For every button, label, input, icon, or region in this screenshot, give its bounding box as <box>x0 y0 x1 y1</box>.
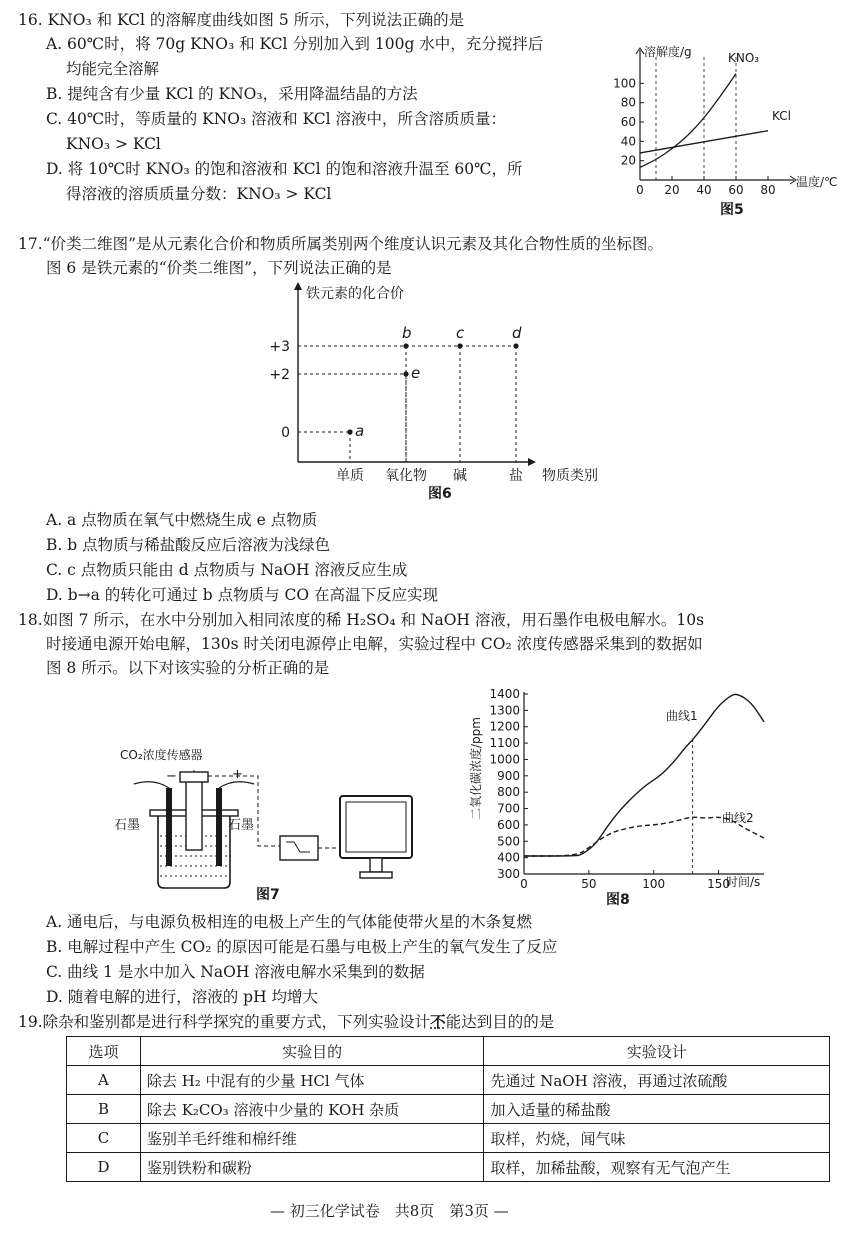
monitor-stand <box>370 858 382 872</box>
fig8-label-curve1: 曲线1 <box>666 709 698 723</box>
fig5-xtick-label: 80 <box>760 183 776 197</box>
fig6-point-e <box>403 371 408 376</box>
fig7-electrode-right-label: 石墨 <box>228 818 255 833</box>
fig8-ytick-label: 400 <box>497 850 520 865</box>
sensor-tube <box>186 780 202 850</box>
q17-stem-line2: 图 6 是铁元素的“价类二维图”，下列说法正确的是 <box>46 259 392 277</box>
fig6-x-arrow <box>528 458 536 466</box>
fig6-ytick-label: +2 <box>269 367 290 383</box>
table-row <box>67 1124 830 1153</box>
q19-stem-emphasis: 不 <box>430 1012 446 1031</box>
fig5-ytick-label: 100 <box>613 76 636 91</box>
page-footer: — 初三化学试卷 共8页 第3页 — <box>270 1202 509 1220</box>
fig6-point-b <box>403 343 408 348</box>
q18-option-d: D. 随着电解的进行，溶液的 pH 均增大 <box>46 988 319 1006</box>
q17-option-d: D. b→a 的转化可通过 b 点物质与 CO 在高温下反应实现 <box>46 586 439 604</box>
row-a-design: 先通过 NaOH 溶液，再通过浓硫酸 <box>484 1066 830 1095</box>
row-b-option: B <box>67 1095 141 1124</box>
q19-table <box>66 1036 830 1182</box>
fig6-category-label: 盐 <box>509 468 523 484</box>
q19-stem-text: 除杂和鉴别都是进行科学探究的重要方式，下列实验设计 <box>42 1013 431 1031</box>
row-d-design: 取样，加稀盐酸，观察有无气泡产生 <box>484 1153 830 1182</box>
fig5-ticks <box>613 76 776 197</box>
fig6-category-label: 单质 <box>336 468 364 484</box>
fig7-electrolysis-apparatus <box>108 770 428 900</box>
fig6-point-label-b: b <box>402 324 412 342</box>
fig6-point-d <box>513 343 518 348</box>
fig8-ytick-label: 1200 <box>489 719 520 734</box>
fig5-kno3-curve <box>640 74 736 168</box>
fig6-points <box>347 324 522 440</box>
fig6-category-label: 氧化物 <box>385 468 427 484</box>
fig8-xtick-label: 0 <box>520 877 528 891</box>
fig8-xtick-label: 50 <box>581 877 597 891</box>
fig8-ytick-label: 800 <box>497 785 520 800</box>
q17-stem-text-1: “价类二维图”是从元素化合价和物质所属类别两个维度认识元素及其化合物性质的坐标图。 <box>42 235 664 253</box>
row-b-purpose: 除去 K₂CO₃ 溶液中少量的 KOH 杂质 <box>140 1095 484 1124</box>
fig6-y-arrow <box>294 282 302 290</box>
fig8-axes <box>524 692 764 874</box>
fig8-ytick-label: 600 <box>497 817 520 832</box>
fig8-ytick-label: 1100 <box>489 736 520 751</box>
q16-option-d-line2: 得溶液的溶质质量分数：KNO₃ > KCl <box>66 185 332 203</box>
row-c-purpose: 鉴别羊毛纤维和棉纤维 <box>140 1124 484 1153</box>
q17-option-c: C. c 点物质只能由 d 点物质与 NaOH 溶液反应生成 <box>46 561 408 579</box>
wire-right <box>219 782 254 788</box>
fig6-ytick-label: 0 <box>281 425 290 441</box>
row-c-design: 取样，灼烧，闻气味 <box>484 1124 830 1153</box>
header-design: 实验设计 <box>484 1037 830 1066</box>
fig6-point-label-e: e <box>411 364 421 382</box>
q16-option-a-line2: 均能完全溶解 <box>66 60 160 78</box>
q18-option-a: A. 通电后，与电源负极相连的电极上产生的气体能使带火星的木条复燃 <box>46 913 533 931</box>
fig6-valence-class-chart <box>250 280 630 505</box>
q16-option-c-line2: KNO₃ > KCl <box>66 135 161 153</box>
row-a-option: A <box>67 1066 141 1095</box>
fig8-ytick-label: 1300 <box>489 703 520 718</box>
fig7-electrode-left-label: 石墨 <box>114 818 141 833</box>
fig5-solubility-chart <box>600 40 850 220</box>
minus-sign: − <box>166 770 177 784</box>
table-header-row <box>67 1037 830 1066</box>
q18-stem-line3: 图 8 所示。以下对该实验的分析正确的是 <box>46 659 330 677</box>
fig8-caption: 图8 <box>606 892 630 908</box>
fig5-ytick-label: 20 <box>620 153 636 168</box>
fig6-caption: 图6 <box>428 486 452 502</box>
q18-stem-line2: 时接通电源开始电解，130s 时关闭电源停止电解，实验过程中 CO₂ 浓度传感器采集到的数据如 <box>46 635 703 653</box>
fig8-label-curve2: 曲线2 <box>722 811 754 825</box>
fig6-xlabel: 物质类别 <box>542 468 598 484</box>
header-purpose: 实验目的 <box>140 1037 484 1066</box>
fig8-ytick-label: 500 <box>497 834 520 849</box>
fig8-xlabel: 时间/s <box>726 875 761 889</box>
left-electrode <box>166 788 172 866</box>
fig5-ylabel: 溶解度/g <box>644 45 692 59</box>
fig6-point-label-a: a <box>355 422 365 440</box>
datalogger <box>280 836 318 860</box>
q16-option-b: B. 提纯含有少量 KCl 的 KNO₃，采用降温结晶的方法 <box>46 85 418 103</box>
q17-stem-line1 <box>18 232 663 256</box>
fig8-ytick-label: 700 <box>497 801 520 816</box>
q16-option-d-line1: D. 将 10℃时 KNO₃ 的饱和溶液和 KCl 的饱和溶液升温至 60℃，所 <box>46 160 523 178</box>
monitor-base <box>360 872 392 878</box>
fig5-guides <box>656 56 736 180</box>
fig5-ytick-label: 80 <box>620 95 636 110</box>
row-d-purpose: 鉴别铁粉和碳粉 <box>140 1153 484 1182</box>
fig6-point-c <box>457 343 462 348</box>
plus-sign: + <box>232 770 243 782</box>
fig5-xtick-label: 0 <box>636 183 644 197</box>
q18-option-c: C. 曲线 1 是水中加入 NaOH 溶液电解水采集到的数据 <box>46 963 425 981</box>
fig8-co2-concentration-chart <box>466 680 796 908</box>
fig7-caption: 图7 <box>256 887 280 903</box>
fig8-ylabel: 二氧化碳浓度/ppm <box>469 717 483 820</box>
fig5-caption: 图5 <box>720 202 744 218</box>
fig6-point-a <box>347 429 352 434</box>
q16-stem <box>18 8 464 32</box>
fig5-ytick-label: 40 <box>620 134 636 149</box>
q16-option-a-line1: A. 60℃时，将 70g KNO₃ 和 KCl 分别加入到 100g 水中，充分搅拌后 <box>46 35 544 53</box>
fig8-ytick-label: 1400 <box>489 687 520 701</box>
fig5-xtick-label: 40 <box>696 183 712 197</box>
header-option: 选项 <box>67 1037 141 1066</box>
row-b-design: 加入适量的稀盐酸 <box>484 1095 830 1124</box>
wire-left <box>134 782 169 788</box>
fig5-label-kcl: KCl <box>772 109 791 123</box>
sensor-head <box>180 772 208 782</box>
fig6-point-label-c: c <box>456 324 465 342</box>
fig8-ytick-label: 300 <box>497 867 520 881</box>
q19-number: 19. <box>18 1013 43 1031</box>
table-row <box>67 1066 830 1095</box>
table-row <box>67 1153 830 1182</box>
right-electrode <box>216 788 222 866</box>
q16-stem-text: KNO₃ 和 KCl 的溶解度曲线如图 5 所示，下列说法正确的是 <box>47 11 465 29</box>
fig6-ytick-label: +3 <box>269 339 290 355</box>
fig5-ytick-label: 60 <box>620 115 636 129</box>
fig7-sensor-label: CO₂浓度传感器 <box>120 748 203 762</box>
q19-stem-tail: 能达到目的的是 <box>445 1013 555 1031</box>
fig8-xtick-label: 100 <box>642 877 666 891</box>
fig8-ytick-label: 900 <box>497 768 520 783</box>
table-row <box>67 1095 830 1124</box>
q17-option-a: A. a 点物质在氧气中燃烧生成 e 点物质 <box>46 511 318 529</box>
fig5-xtick-label: 60 <box>728 183 744 197</box>
fig8-series <box>524 694 764 856</box>
row-c-option: C <box>67 1124 141 1153</box>
q17-number: 17. <box>18 235 43 253</box>
q16-option-c-line1: C. 40℃时，等质量的 KNO₃ 溶液和 KCl 溶液中，所含溶质质量： <box>46 110 506 128</box>
monitor-screen <box>346 802 406 852</box>
q18-number: 18. <box>18 611 43 629</box>
q18-option-b: B. 电解过程中产生 CO₂ 的原因可能是石墨与电极上产生的氧气发生了反应 <box>46 938 558 956</box>
q16-number: 16. <box>18 11 43 29</box>
fig8-xtick-label: 150 <box>707 877 731 891</box>
fig6-category-label: 碱 <box>453 468 467 484</box>
fig8-ytick-label: 1000 <box>489 752 520 767</box>
q18-stem-line1 <box>18 608 704 632</box>
q18-stem-text-1: 如图 7 所示，在水中分别加入相同浓度的稀 H₂SO₄ 和 NaOH 溶液，用石墨作电极电解水。10s <box>42 611 705 629</box>
fig8-curve1 <box>524 694 764 856</box>
fig5-xtick-label: 20 <box>664 183 680 197</box>
row-a-purpose: 除去 H₂ 中混有的少量 HCl 气体 <box>140 1066 484 1095</box>
row-d-option: D <box>67 1153 141 1182</box>
fig5-label-kno3: KNO₃ <box>728 51 760 65</box>
fig6-ylabel: 铁元素的化合价 <box>306 286 404 302</box>
q17-option-b: B. b 点物质与稀盐酸反应后溶液为浅绿色 <box>46 536 331 554</box>
fig6-point-label-d: d <box>512 324 522 342</box>
fig5-xlabel: 温度/℃ <box>796 175 838 189</box>
fig6-guides <box>298 346 516 462</box>
q19-stem <box>18 1010 554 1034</box>
